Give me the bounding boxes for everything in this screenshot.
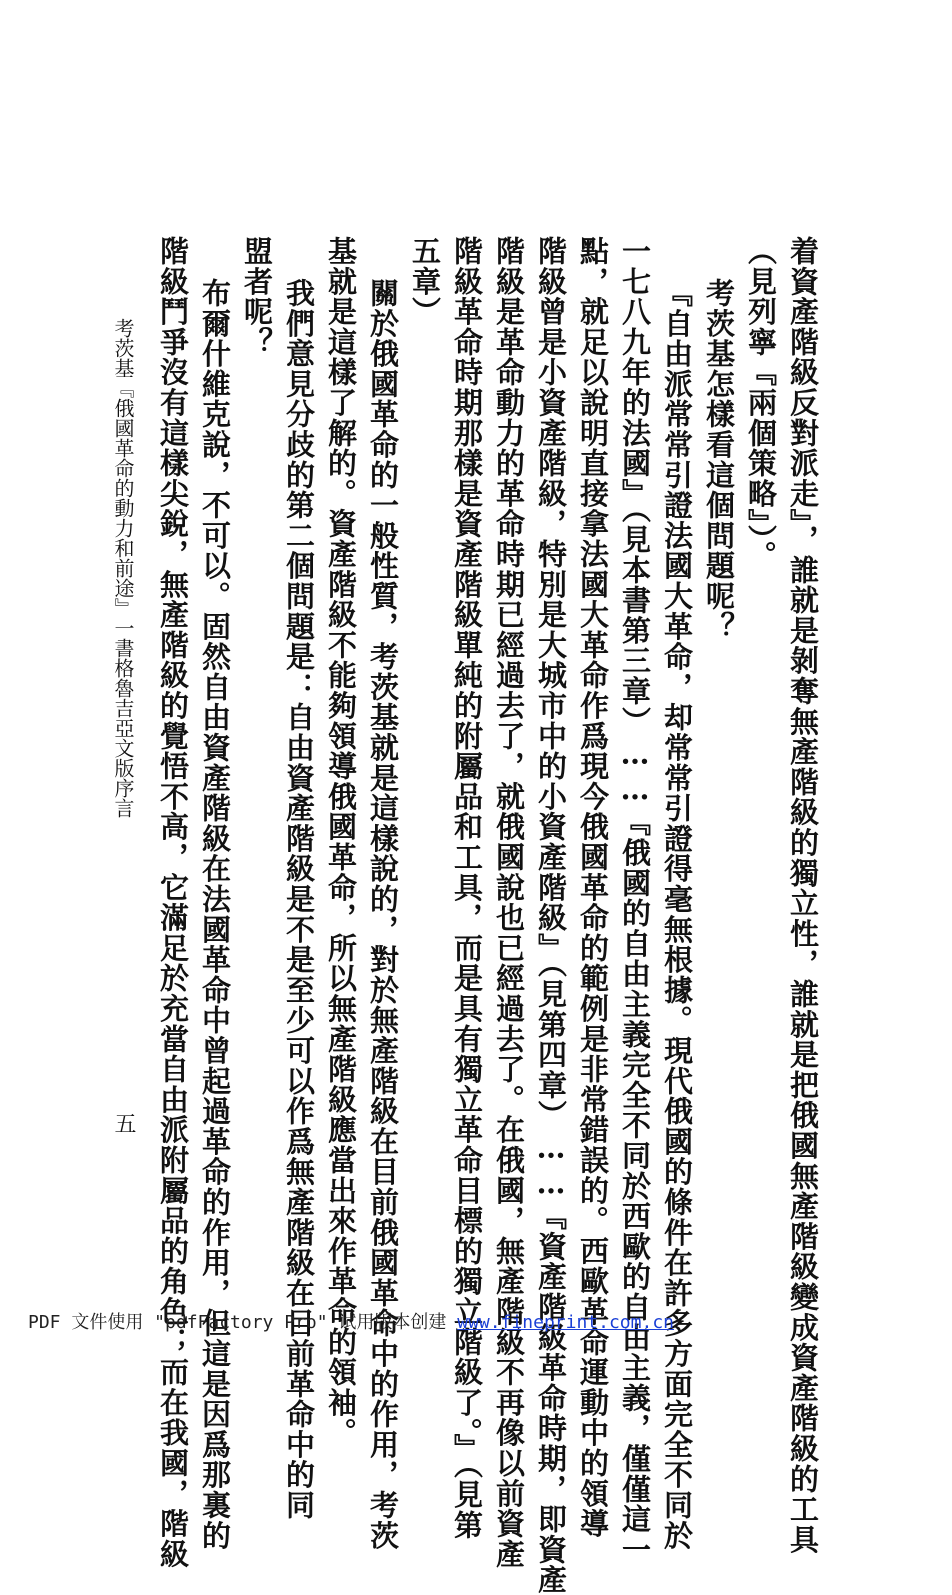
body-line-13: 我們意見分歧的第二個問題是：自由資產階級是不是至少可以作爲無產階級在目前革命中的同 [282, 278, 316, 1521]
pdf-footer [28, 1308, 674, 1334]
body-line-3: 考茨基怎樣看這個問題呢？ [702, 278, 736, 642]
body-line-11: 關於俄國革命的一般性質，考茨基就是這樣說的，對於無產階級在目前俄國革命中的作用，考茨 [366, 278, 400, 1551]
body-line-1: 着資產階級反對派走』，誰就是剝奪無產階級的獨立性，誰就是把俄國無產階級變成資產階級的工具 [786, 236, 820, 1555]
body-line-5: 一七八九年的法國』（見本書第三章）……『俄國的自由主義完全不同於西歐的自由主義，僅僅這一 [618, 236, 652, 1565]
body-line-16: 階級鬥爭沒有這樣尖銳，無產階級的覺悟不高，它滿足於充當自由派附屬品的角色；而在我國，階級 [156, 236, 190, 1570]
body-line-7: 階級曾是小資產階級，特別是大城市中的小資產階級』（見第四章）……『資產階級革命時期，即資產 [534, 236, 568, 1595]
body-line-2: （見列寧『兩個策略』）。 [744, 236, 778, 571]
body-line-14: 盟者呢？ [240, 236, 274, 358]
body-line-9: 階級革命時期那樣是資產階級單純的附屬品和工具，而是具有獨立革命目標的獨立階級了。』（見第 [450, 236, 484, 1541]
page-number: 五 [111, 1112, 136, 1134]
running-header: 考茨基『俄國革命的動力和前途』一書格魯吉亞文版序言 [111, 318, 135, 818]
body-line-8: 階級是革命動力的革命時期已經過去了，就俄國說也已經過去了。在俄國，無產階級不再像以前資產 [492, 236, 526, 1570]
body-line-15: 布爾什維克說，不可以。固然自由資產階級在法國革命中曾起過革命的作用，但這是因爲那裏的 [198, 278, 232, 1551]
body-line-10: 五章） [408, 236, 442, 327]
footer-text: PDF 文件使用 "pdfFactory Pro" 试用版本创建 [28, 1312, 458, 1333]
body-line-4: 『自由派常常引證法國大革命，却常常引證得毫無根據。現代俄國的條件在許多方面完全不同於 [660, 278, 694, 1551]
footer-link[interactable]: www.fineprint.com.cn [457, 1312, 674, 1333]
body-line-6: 點，就足以說明直接拿法國大革命作爲現今俄國革命的範例是非常錯誤的。西歐革命運動中的領導 [576, 236, 610, 1539]
body-line-12: 基就是這樣了解的。資產階級不能夠領導俄國革命，所以無產階級應當出來作革命的領袖。 [324, 236, 358, 1448]
